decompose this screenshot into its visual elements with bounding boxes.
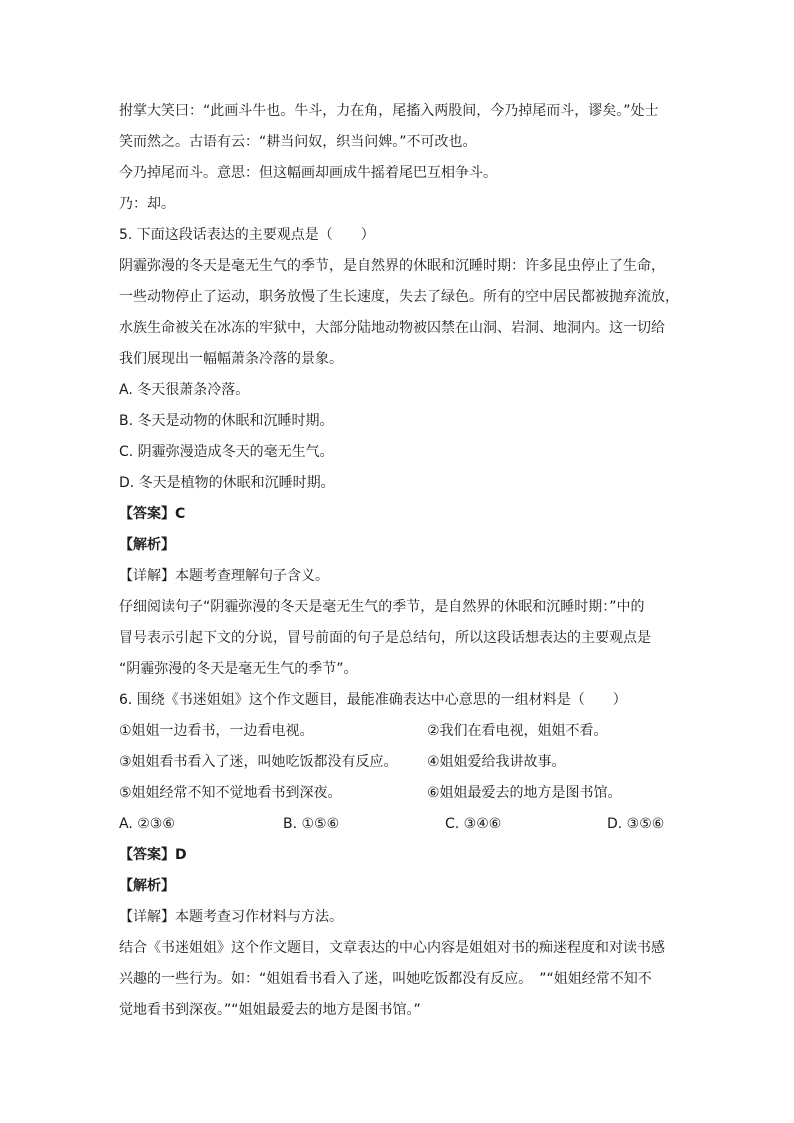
q6-option-d: D. ③⑤⑥ — [607, 816, 665, 832]
q5-explain-line-1: 仔细阅读句子“阴霾弥漫的冬天是毫无生气的季节，是自然界的休眠和沉睡时期：”中的 — [119, 599, 645, 615]
q5-passage-line-3: 水族生命被关在冰冻的牢狱中，大部分陆地动物被囚禁在山洞、岩洞、地洞内。这一切给 — [119, 320, 665, 336]
q6-material-1: ①姐姐一边看书，一边看电视。 — [119, 723, 314, 739]
q6-explain-line-1: 结合《书迷姐姐》这个作文题目，文章表达的中心内容是姐姐对书的痴迷程度和对读书感 — [119, 940, 665, 956]
q6-material-4: ④姐姐爱给我讲故事。 — [427, 754, 566, 770]
q5-option-a: A. 冬天很萧条冷落。 — [119, 382, 250, 398]
q6-analysis-label: 【解析】 — [119, 878, 175, 894]
q6-material-5: ⑤姐姐经常不知不觉地看书到深夜。 — [119, 785, 342, 801]
q5-analysis-label: 【解析】 — [119, 537, 175, 553]
q6-option-b: B. ①⑤⑥ — [283, 816, 340, 832]
q5-passage-line-4: 我们展现出一幅幅萧条冷落的景象。 — [119, 351, 343, 367]
q6-materials-row-1 — [119, 716, 679, 747]
q5-passage-line-2: 一些动物停止了运动，职务放慢了生长速度，失去了绿色。所有的空中居民都被抛弃流放， — [119, 289, 679, 305]
q6-material-2: ②我们在看电视，姐姐不看。 — [427, 723, 608, 739]
intro-line-3: 今乃掉尾而斗。意思：但这幅画却画成牛摇着尾巴互相争斗。 — [119, 165, 497, 181]
q5-passage-line-1: 阴霾弥漫的冬天是毫无生气的季节，是自然界的休眠和沉睡时期：许多昆虫停止了生命， — [119, 258, 665, 274]
question-6: 6. 围绕《书迷姐姐》这个作文题目，最能准确表达中心意思的一组材料是（ ） — [119, 692, 627, 708]
q6-explain-line-3: 觉地看书到深夜。”“姐姐最爱去的地方是图书馆。” — [119, 1002, 421, 1018]
q6-options-row — [119, 809, 679, 840]
q6-materials-row-2 — [119, 747, 679, 778]
q5-explain-line-3: “阴霾弥漫的冬天是毫无生气的季节”。 — [119, 661, 358, 677]
q6-answer: 【答案】D — [119, 847, 187, 863]
q6-material-3: ③姐姐看书看入了迷，叫她吃饭都没有反应。 — [119, 754, 398, 770]
q5-option-d: D. 冬天是植物的休眠和沉睡时期。 — [119, 475, 335, 491]
document-page — [119, 96, 679, 1026]
intro-line-1: 拊掌大笑曰：“此画斗牛也。牛斗，力在角，尾搐入两股间，今乃掉尾而斗，谬矣。”处士 — [119, 103, 659, 119]
q6-explain-line-2: 兴趣的一些行为。如：“姐姐看书看入了迷，叫她吃饭都没有反应。 ”“姐姐经常不知不 — [119, 971, 652, 987]
q6-option-c: C. ③④⑥ — [445, 816, 502, 832]
q6-detail: 【详解】本题考查习作材料与方法。 — [119, 909, 343, 925]
q6-option-a: A. ②③⑥ — [119, 816, 175, 832]
q5-answer: 【答案】C — [119, 506, 186, 522]
q5-option-b: B. 冬天是动物的休眠和沉睡时期。 — [119, 413, 334, 429]
q5-detail: 【详解】本题考查理解句子含义。 — [119, 568, 329, 584]
q5-explain-line-2: 冒号表示引起下文的分说，冒号前面的句子是总结句，所以这段话想表达的主要观点是 — [119, 630, 651, 646]
intro-line-4: 乃：却。 — [119, 196, 175, 212]
q5-option-c: C. 阴霾弥漫造成冬天的毫无生气。 — [119, 444, 334, 460]
q6-material-6: ⑥姐姐最爱去的地方是图书馆。 — [427, 785, 622, 801]
intro-line-2: 笑而然之。古语有云：“耕当问奴，织当问婢。”不可改也。 — [119, 134, 477, 150]
q6-materials-row-3 — [119, 778, 679, 809]
question-5: 5. 下面这段话表达的主要观点是（ ） — [119, 227, 375, 243]
